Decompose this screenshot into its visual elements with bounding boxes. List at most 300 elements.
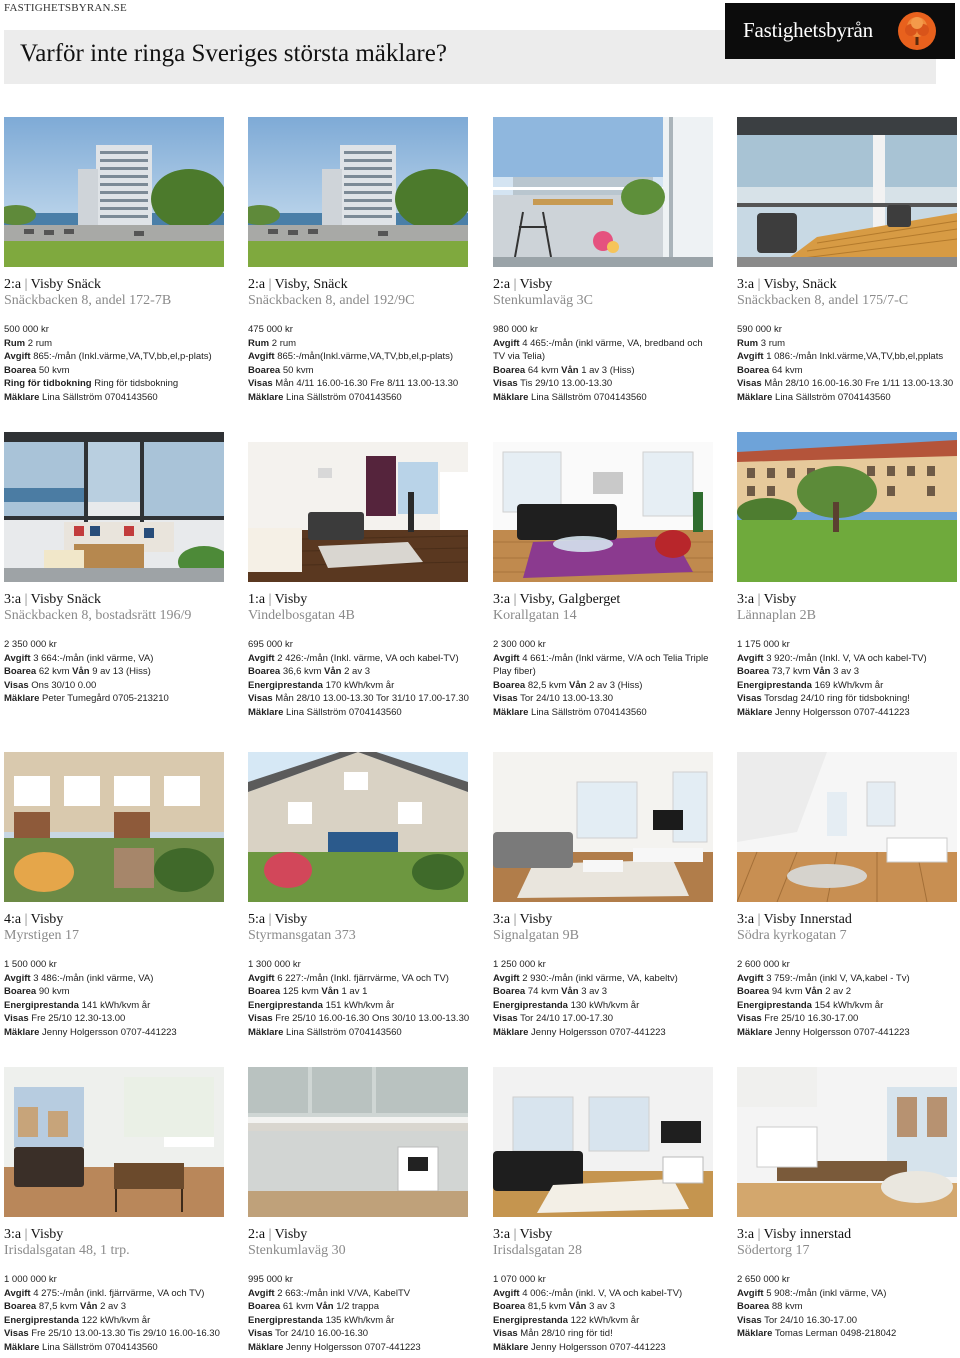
detail-value: 2 930:-/mån (inkl värme, VA, kabeltv) <box>522 972 678 984</box>
detail-value: 4 006:-/mån (inkl. V, VA och kabel-TV) <box>522 1287 683 1299</box>
listing-title <box>737 1227 960 1243</box>
detail-label: Energiprestanda <box>4 1314 79 1326</box>
detail-label: Rum <box>4 337 26 349</box>
detail-label: Boarea <box>493 364 526 376</box>
listing-price: 500 000 kr <box>4 324 49 335</box>
listing-title <box>248 277 474 293</box>
listing-title <box>4 1227 230 1243</box>
detail-label: Energiprestanda <box>4 999 79 1011</box>
title-divider: | <box>21 277 31 292</box>
detail-value: Tor 24/10 16.30-17.00 <box>764 1314 858 1326</box>
detail-value: Fre 25/10 12.30-13.00 <box>31 1013 126 1025</box>
detail-label: Ring för tidbokning <box>4 378 92 390</box>
listing-place: Visby <box>763 592 797 607</box>
detail-value: 1 av 1 <box>341 986 368 998</box>
detail-line <box>248 1300 470 1314</box>
detail-value: 2 av 3 (Hiss) <box>589 679 643 691</box>
detail-line <box>248 1314 470 1328</box>
detail-value: 3 av 3 <box>581 986 608 998</box>
detail-label: Boarea <box>4 986 37 998</box>
detail-label: Avgift <box>493 652 520 664</box>
listing-street: Snäckbacken 8, andel 172-7B <box>4 293 172 308</box>
detail-label: Mäklare <box>4 391 40 403</box>
listing-street: Stenkumlaväg 30 <box>248 1243 346 1258</box>
listing-rooms: 2:a <box>4 277 22 292</box>
detail-line <box>493 999 715 1013</box>
detail-value: Lina Sällström 0704143560 <box>42 391 158 403</box>
detail-value: 2 av 2 <box>825 986 852 998</box>
listing-street: Stenkumlaväg 3C <box>493 293 593 308</box>
detail-label: Vån <box>813 666 831 678</box>
detail-label: Mäklare <box>493 391 529 403</box>
listing-street: Södra kyrkogatan 7 <box>737 928 847 943</box>
listing-photo[interactable] <box>248 117 468 267</box>
listing-photo[interactable] <box>4 752 224 902</box>
listing-place: Visby, Galgberget <box>519 592 621 607</box>
detail-value: 2 426:-/mån (Inkl. värme, VA och kabel-TV) <box>277 652 459 664</box>
detail-line <box>4 1287 226 1301</box>
detail-line <box>4 364 226 378</box>
detail-label: Visas <box>4 1013 29 1025</box>
listing-details <box>737 958 959 1040</box>
listing-street: Snäckbacken 8, andel 192/9C <box>248 293 415 308</box>
detail-value: 141 kWh/kvm år <box>81 999 151 1011</box>
listing-price: 995 000 kr <box>248 1274 293 1285</box>
detail-label: Visas <box>737 1314 762 1326</box>
listing-photo[interactable] <box>493 117 713 267</box>
listing-details <box>493 323 715 405</box>
listing-rooms: 3:a <box>4 1227 22 1242</box>
listing-street: Södertorg 17 <box>737 1243 810 1258</box>
listing-photo[interactable] <box>737 752 957 902</box>
detail-label: Avgift <box>737 652 764 664</box>
listing-place: Visby innerstad <box>763 1227 852 1242</box>
detail-value: 1 av 3 (Hiss) <box>581 364 635 376</box>
detail-value: 4 661:-/mån (Inkl värme, V/A och Telia Triple Play fiber) <box>493 652 709 678</box>
detail-line <box>248 377 470 391</box>
detail-line <box>4 1327 226 1341</box>
detail-label: Mäklare <box>737 1328 773 1340</box>
detail-value: 64 kvm <box>771 364 803 376</box>
listing-street: Snäckbacken 8, andel 175/7-C <box>737 293 909 308</box>
detail-value: 3 486:-/mån (inkl värme, VA) <box>33 972 154 984</box>
detail-value: Torsdag 24/10 ring för tidsbokning! <box>764 693 910 705</box>
listing-photo[interactable] <box>4 1067 224 1217</box>
detail-value: 154 kWh/kvm år <box>814 999 884 1011</box>
detail-line <box>248 692 470 706</box>
listing-photo[interactable] <box>737 117 957 267</box>
detail-value: Tor 24/10 16.00-16.30 <box>275 1328 369 1340</box>
detail-value: Lina Sällström 0704143560 <box>42 1341 158 1353</box>
listing-details <box>248 1273 470 1355</box>
detail-label: Boarea <box>737 1301 770 1313</box>
listing-title <box>4 592 230 608</box>
detail-label: Avgift <box>4 972 31 984</box>
detail-line <box>4 391 226 405</box>
detail-value: 81,5 kvm <box>527 1301 567 1313</box>
listing-photo[interactable] <box>493 1067 713 1217</box>
listing-rooms: 2:a <box>248 277 266 292</box>
detail-label: Avgift <box>737 351 764 363</box>
detail-value: 5 908:-/mån (inkl värme, VA) <box>766 1287 887 1299</box>
detail-line <box>248 364 470 378</box>
detail-line <box>4 1314 226 1328</box>
listing-photo[interactable] <box>4 432 224 582</box>
detail-value: 50 kvm <box>282 364 314 376</box>
detail-label: Rum <box>737 337 759 349</box>
listing-street: Vindelbosgatan 4B <box>248 608 355 623</box>
detail-line <box>737 679 959 693</box>
listing-title <box>493 912 719 928</box>
detail-value: Ring för tidsbokning <box>94 378 179 390</box>
title-divider: | <box>754 912 764 927</box>
listing-details <box>248 323 470 405</box>
detail-value: 1/2 trappa <box>336 1301 379 1313</box>
detail-line <box>737 985 959 999</box>
detail-value: 135 kWh/kvm år <box>325 1314 395 1326</box>
detail-line <box>248 1327 470 1341</box>
detail-line <box>4 985 226 999</box>
detail-value: 3 rum <box>760 337 786 349</box>
listing-title <box>4 277 230 293</box>
listing-details <box>4 958 226 1040</box>
listing-price: 1 175 000 kr <box>737 639 790 650</box>
listing-title <box>737 592 960 608</box>
listing-rooms: 5:a <box>248 912 266 927</box>
detail-label: Mäklare <box>493 1026 529 1038</box>
detail-label: Visas <box>248 1328 273 1340</box>
detail-value: Mån 4/11 16.00-16.30 Fre 8/11 13.00-13.30 <box>275 378 459 390</box>
detail-value: 151 kWh/kvm år <box>325 999 395 1011</box>
detail-label: Vån <box>569 679 587 691</box>
listing-place: Visby <box>519 912 553 927</box>
detail-label: Boarea <box>4 1301 37 1313</box>
detail-label: Mäklare <box>4 693 40 705</box>
listing-rooms: 3:a <box>4 592 22 607</box>
detail-label: Boarea <box>493 1301 526 1313</box>
detail-label: Energiprestanda <box>248 679 323 691</box>
detail-label: Boarea <box>737 986 770 998</box>
detail-line <box>493 1012 715 1026</box>
brand-name: Fastighetsbyrån <box>743 18 873 42</box>
listing-street: Irisdalsgatan 28 <box>493 1243 583 1258</box>
detail-line <box>493 1287 715 1301</box>
detail-value: Jenny Holgersson 0707-441223 <box>775 1026 910 1038</box>
detail-value: 3 av 3 <box>833 666 860 678</box>
listing-title <box>737 277 960 293</box>
listing-price: 475 000 kr <box>248 324 293 335</box>
detail-label: Vån <box>561 364 579 376</box>
listing-photo[interactable] <box>737 432 957 582</box>
detail-line <box>737 972 959 986</box>
detail-label: Visas <box>493 693 518 705</box>
detail-line <box>248 972 470 986</box>
detail-line <box>4 1026 226 1040</box>
listing-street: Signalgatan 9B <box>493 928 579 943</box>
detail-label: Mäklare <box>248 706 284 718</box>
detail-line <box>4 350 226 364</box>
detail-value: 61 kvm <box>282 1301 314 1313</box>
listing-title <box>737 912 960 928</box>
detail-value: Fre 25/10 16.00-16.30 Ons 30/10 13.00-13.30 <box>275 1013 470 1025</box>
detail-value: Peter Tumegård 0705-213210 <box>42 693 169 705</box>
listing-photo[interactable] <box>248 752 468 902</box>
detail-line <box>4 1012 226 1026</box>
detail-label: Mäklare <box>737 706 773 718</box>
listing-rooms: 3:a <box>737 1227 755 1242</box>
title-divider: | <box>510 1227 520 1242</box>
detail-line <box>4 377 226 391</box>
brand-logo[interactable] <box>725 3 955 59</box>
detail-label: Vån <box>80 1301 98 1313</box>
title-divider: | <box>265 1227 275 1242</box>
detail-label: Boarea <box>493 679 526 691</box>
listing-photo[interactable] <box>4 117 224 267</box>
detail-label: Mäklare <box>248 1026 284 1038</box>
detail-value: 88 kvm <box>771 1301 803 1313</box>
detail-value: Tor 24/10 17.00-17.30 <box>520 1013 614 1025</box>
detail-line <box>493 1300 715 1314</box>
detail-label: Boarea <box>493 986 526 998</box>
brand-tree-icon <box>897 11 937 51</box>
listing-price: 2 650 000 kr <box>737 1274 790 1285</box>
detail-line <box>737 706 959 720</box>
detail-label: Mäklare <box>493 706 529 718</box>
detail-label: Avgift <box>4 351 31 363</box>
detail-line <box>493 1314 715 1328</box>
detail-line <box>248 337 470 351</box>
listing-price: 1 250 000 kr <box>493 959 546 970</box>
detail-value: 122 kWh/kvm år <box>81 1314 151 1326</box>
detail-line <box>248 350 470 364</box>
detail-value: 90 kvm <box>38 986 70 998</box>
detail-label: Visas <box>248 1013 273 1025</box>
detail-line <box>248 391 470 405</box>
detail-line <box>4 692 226 706</box>
headline: Varför inte ringa Sveriges största mäklare? <box>20 40 447 67</box>
detail-label: Mäklare <box>4 1341 40 1353</box>
detail-line <box>737 1314 959 1328</box>
listing-photo[interactable] <box>248 1067 468 1217</box>
detail-label: Visas <box>493 378 518 390</box>
detail-label: Visas <box>248 378 273 390</box>
detail-line <box>493 985 715 999</box>
listing-place: Visby Snäck <box>30 277 101 292</box>
title-divider: | <box>510 912 520 927</box>
detail-label: Avgift <box>737 972 764 984</box>
detail-label: Avgift <box>4 1287 31 1299</box>
listing-details <box>737 323 959 405</box>
detail-value: 130 kWh/kvm år <box>570 999 640 1011</box>
detail-label: Mäklare <box>248 1341 284 1353</box>
detail-value: Mån 28/10 13.00-13.30 Tor 31/10 17.00-17.30 <box>275 693 469 705</box>
detail-line <box>4 665 226 679</box>
detail-line <box>493 1327 715 1341</box>
listing-photo[interactable] <box>493 752 713 902</box>
detail-value: 94 kvm <box>771 986 803 998</box>
detail-value: 62 kvm <box>38 666 70 678</box>
detail-label: Visas <box>737 693 762 705</box>
detail-label: Energiprestanda <box>493 999 568 1011</box>
detail-label: Mäklare <box>248 391 284 403</box>
detail-value: Lina Sällström 0704143560 <box>286 391 402 403</box>
title-divider: | <box>754 277 764 292</box>
listing-details <box>737 638 959 720</box>
listing-rooms: 1:a <box>248 592 266 607</box>
listing-rooms: 2:a <box>248 1227 266 1242</box>
listing-title <box>248 912 474 928</box>
site-url: FASTIGHETSBYRAN.SE <box>4 2 127 14</box>
detail-line <box>248 1341 470 1355</box>
detail-value: Ons 30/10 0.00 <box>31 679 97 691</box>
listing-rooms: 4:a <box>4 912 22 927</box>
detail-value: 82,5 kvm <box>527 679 567 691</box>
detail-value: 73,7 kvm <box>771 666 811 678</box>
listing-details <box>493 958 715 1040</box>
listing-details <box>493 638 715 720</box>
detail-line <box>248 1012 470 1026</box>
detail-label: Visas <box>493 1328 518 1340</box>
detail-label: Boarea <box>248 1301 281 1313</box>
detail-value: 170 kWh/kvm år <box>325 679 395 691</box>
detail-value: Tis 29/10 13.00-13.30 <box>520 378 613 390</box>
listing-title <box>493 592 719 608</box>
listing-price: 590 000 kr <box>737 324 782 335</box>
detail-line <box>248 1026 470 1040</box>
detail-label: Avgift <box>248 351 275 363</box>
listing-photo[interactable] <box>737 1067 957 1217</box>
detail-line <box>493 1341 715 1355</box>
detail-value: 3 920:-/mån (Inkl. V, VA och kabel-TV) <box>766 652 927 664</box>
detail-label: Boarea <box>248 666 281 678</box>
listing-place: Visby <box>274 1227 308 1242</box>
detail-label: Vån <box>321 986 339 998</box>
detail-line <box>248 665 470 679</box>
detail-line <box>4 1341 226 1355</box>
detail-label: Rum <box>248 337 270 349</box>
detail-line <box>493 692 715 706</box>
detail-line <box>248 1287 470 1301</box>
detail-line <box>737 337 959 351</box>
detail-value: 50 kvm <box>38 364 70 376</box>
detail-label: Avgift <box>4 652 31 664</box>
listing-title <box>493 1227 719 1243</box>
detail-value: Jenny Holgersson 0707-441223 <box>531 1026 666 1038</box>
detail-value: 6 227:-/mån (Inkl. fjärrvärme, VA och TV) <box>277 972 449 984</box>
detail-line <box>493 679 715 693</box>
detail-label: Avgift <box>248 972 275 984</box>
title-divider: | <box>510 592 520 607</box>
detail-label: Mäklare <box>737 391 773 403</box>
detail-line <box>248 985 470 999</box>
detail-label: Vån <box>569 1301 587 1313</box>
detail-line <box>737 1287 959 1301</box>
listing-price: 2 600 000 kr <box>737 959 790 970</box>
detail-label: Mäklare <box>737 1026 773 1038</box>
listing-title <box>248 592 474 608</box>
detail-line <box>493 377 715 391</box>
listing-details <box>4 323 226 405</box>
listing-place: Visby <box>274 912 308 927</box>
detail-value: Lina Sällström 0704143560 <box>775 391 891 403</box>
detail-line <box>4 972 226 986</box>
detail-label: Visas <box>737 378 762 390</box>
detail-label: Visas <box>248 693 273 705</box>
listing-title <box>248 1227 474 1243</box>
detail-value: Lina Sällström 0704143560 <box>531 706 647 718</box>
title-divider: | <box>754 592 764 607</box>
detail-value: Jenny Holgersson 0707-441223 <box>531 1341 666 1353</box>
listing-rooms: 3:a <box>493 592 511 607</box>
detail-line <box>493 364 715 378</box>
detail-line <box>493 972 715 986</box>
detail-label: Energiprestanda <box>737 679 812 691</box>
listing-price: 1 500 000 kr <box>4 959 57 970</box>
listing-rooms: 3:a <box>737 277 755 292</box>
listing-rooms: 3:a <box>737 592 755 607</box>
listing-place: Visby <box>30 1227 64 1242</box>
listing-photo[interactable] <box>493 432 713 582</box>
detail-value: 865:-/mån(Inkl.värme,VA,TV,bb,el,p-plats) <box>277 351 454 363</box>
detail-value: Lina Sällström 0704143560 <box>286 1026 402 1038</box>
detail-label: Visas <box>4 679 29 691</box>
detail-value: 2 rum <box>271 337 297 349</box>
detail-value: 64 kvm <box>527 364 559 376</box>
detail-value: 865:-/mån (Inkl.värme,VA,TV,bb,el,p-plats) <box>33 351 212 363</box>
detail-label: Avgift <box>737 1287 764 1299</box>
listing-place: Visby, Snäck <box>274 277 348 292</box>
detail-value: 2 av 3 <box>100 1301 127 1313</box>
listing-photo[interactable] <box>248 432 468 582</box>
detail-label: Avgift <box>493 1287 520 1299</box>
detail-label: Mäklare <box>493 1341 529 1353</box>
detail-value: Jenny Holgersson 0707-441223 <box>42 1026 177 1038</box>
detail-line <box>737 652 959 666</box>
detail-label: Avgift <box>493 337 520 349</box>
listing-details <box>737 1273 959 1341</box>
listing-title <box>493 277 719 293</box>
detail-line <box>493 337 715 364</box>
listing-street: Myrstigen 17 <box>4 928 80 943</box>
detail-line <box>737 377 959 391</box>
listing-title <box>4 912 230 928</box>
listing-place: Visby <box>30 912 64 927</box>
listing-details <box>493 1273 715 1355</box>
detail-line <box>737 665 959 679</box>
detail-value: 3 759:-/mån (inkl V, VA,kabel - Tv) <box>766 972 910 984</box>
detail-value: 2 rum <box>27 337 53 349</box>
listing-rooms: 2:a <box>493 277 511 292</box>
title-divider: | <box>21 1227 31 1242</box>
detail-line <box>4 999 226 1013</box>
detail-line <box>493 652 715 679</box>
detail-label: Energiprestanda <box>248 999 323 1011</box>
detail-value: 3 av 3 <box>589 1301 616 1313</box>
detail-line <box>248 652 470 666</box>
detail-label: Avgift <box>248 1287 275 1299</box>
detail-label: Vån <box>805 986 823 998</box>
detail-label: Energiprestanda <box>493 1314 568 1326</box>
title-divider: | <box>510 277 520 292</box>
listing-street: Irisdalsgatan 48, 1 trp. <box>4 1243 130 1258</box>
detail-value: 1 086:-/mån Inkl.värme,VA,TV,bb,el,pplats <box>766 351 944 363</box>
detail-value: Fre 25/10 13.00-13.30 Tis 29/10 16.00-16.30 <box>31 1328 220 1340</box>
detail-value: 2 663:-/mån inkl V/VA, KabelTV <box>277 1287 411 1299</box>
detail-label: Mäklare <box>4 1026 40 1038</box>
detail-line <box>493 391 715 405</box>
detail-label: Vån <box>324 666 342 678</box>
detail-label: Energiprestanda <box>248 1314 323 1326</box>
